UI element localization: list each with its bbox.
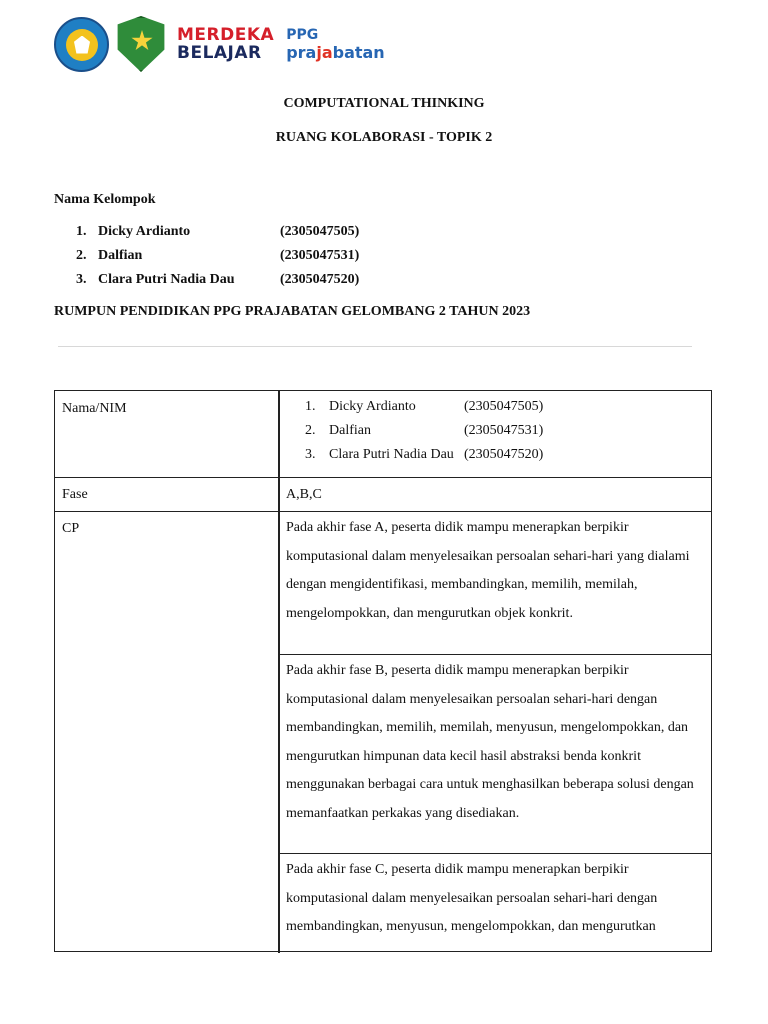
info-table [54, 390, 712, 952]
table-member-list [305, 399, 543, 471]
cp-fase-c: Pada akhir fase C, peserta didik mampu menerapkan berpikir komputasional dalam menyelesaikan persoalan sehari-hari dengan membandingkan, menyusun, mengelompokkan, dan mengurutkan [286, 862, 658, 934]
nama-nim-label: Nama/NIM [62, 401, 127, 416]
prajabatan-pra: pra [286, 43, 317, 62]
table-row [305, 423, 543, 447]
table-row-divider [279, 853, 711, 854]
member-number: 1. [76, 224, 87, 239]
member-name: Clara Putri Nadia Dau [329, 447, 454, 462]
member-nim: (2305047531) [280, 248, 360, 263]
member-number: 2. [76, 248, 87, 263]
tut-wuri-handayani-logo-icon [54, 17, 109, 72]
member-number: 1. [305, 399, 316, 414]
member-name: Dicky Ardianto [98, 224, 191, 239]
member-nim: (2305047520) [464, 447, 544, 462]
member-nim: (2305047505) [280, 224, 360, 239]
cp-fase-a: Pada akhir fase A, peserta didik mampu menerapkan berpikir komputasional dalam menyelesaikan persoalan sehari-hari yang dialami dengan mengidentifikasi, membandingkan, memilih, memilah, mengelompokkan, dan mengurutkan objek konkrit. [286, 520, 690, 621]
belajar-text: BELAJAR [177, 43, 262, 63]
prajabatan-batan: batan [332, 43, 385, 62]
group-label: Nama Kelompok [54, 192, 156, 207]
table-row-divider [55, 477, 711, 478]
header-logos [54, 14, 385, 74]
group-member-list [76, 224, 359, 296]
list-item [76, 272, 359, 296]
fase-label: Fase [62, 487, 88, 502]
university-logo-icon [115, 16, 167, 72]
member-nim: (2305047531) [464, 423, 544, 438]
document-title: COMPUTATIONAL THINKING [283, 96, 485, 111]
table-row [305, 447, 543, 471]
ppg-text: PPG [286, 27, 319, 43]
cp-fase-b: Pada akhir fase B, peserta didik mampu menerapkan berpikir komputasional dalam menyelesaikan persoalan sehari-hari dengan membandingkan, memilih, memilah, menyusun, mengelompokkan, dan mengurutkan himpunan data kecil hasil abstraksi benda konkrit menggunakan berbagai cara untuk menghasilkan beberapa solusi dengan memanfaatkan perkakas yang disediakan. [286, 663, 694, 821]
member-number: 2. [305, 423, 316, 438]
divider [58, 346, 692, 347]
member-number: 3. [76, 272, 87, 287]
member-number: 3. [305, 447, 316, 462]
merdeka-belajar-logo [177, 26, 274, 62]
member-name: Dalfian [329, 423, 371, 438]
table-row [305, 399, 543, 423]
prajabatan-text [286, 44, 385, 62]
cp-label: CP [62, 521, 80, 536]
member-name: Clara Putri Nadia Dau [98, 272, 235, 287]
document-subtitle: RUANG KOLABORASI - TOPIK 2 [275, 130, 493, 145]
list-item [76, 224, 359, 248]
table-row-divider [55, 511, 711, 512]
member-name: Dalfian [98, 248, 143, 263]
member-nim: (2305047505) [464, 399, 544, 414]
member-nim: (2305047520) [280, 272, 360, 287]
table-row-divider [279, 654, 711, 655]
rumpun-heading: RUMPUN PENDIDIKAN PPG PRAJABATAN GELOMBANG 2 TAHUN 2023 [54, 304, 531, 319]
list-item [76, 248, 359, 272]
merdeka-text: MERDEKA [177, 25, 275, 45]
member-name: Dicky Ardianto [329, 399, 416, 414]
ppg-prajabatan-logo [286, 26, 385, 62]
prajabatan-ja: ja [316, 43, 333, 62]
table-column-divider [278, 391, 280, 953]
fase-value: A,B,C [286, 487, 322, 502]
